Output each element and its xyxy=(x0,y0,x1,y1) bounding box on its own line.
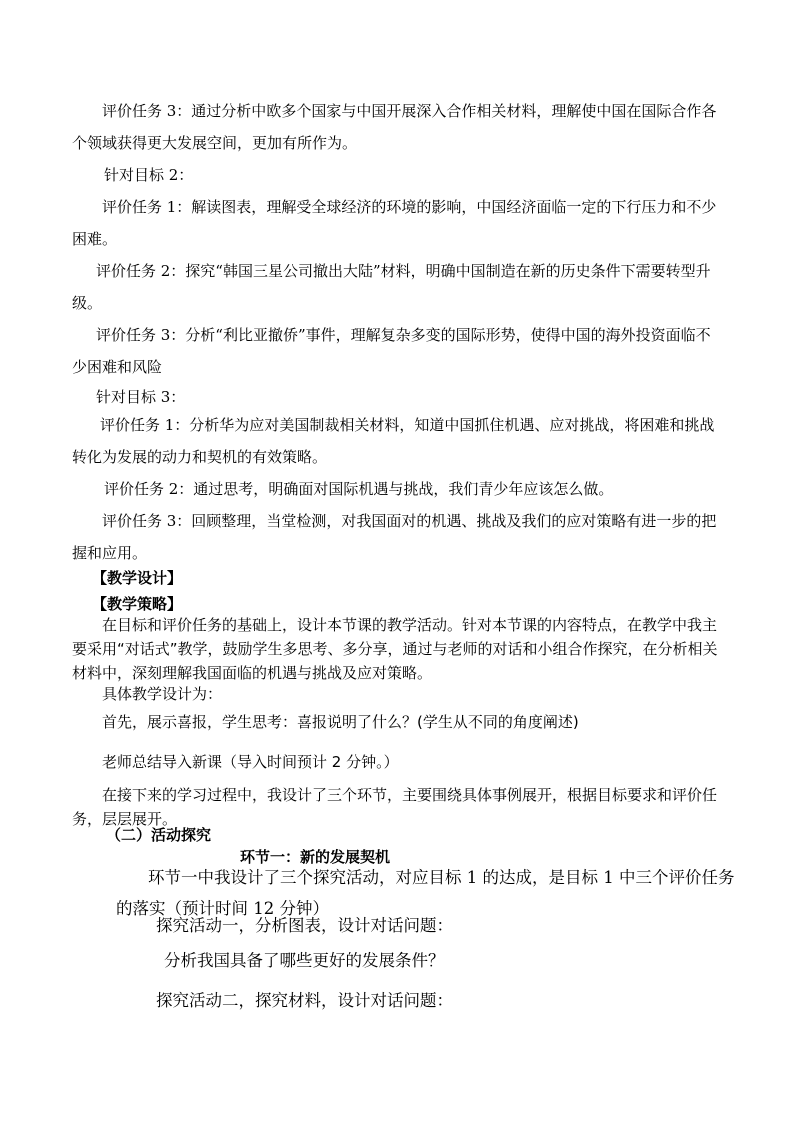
paragraph-eval-task-1-goal-3: 评价任务 1：分析华为应对美国制裁相关材料，知道中国抓住机遇、应对挑战，将困难和挑战转化为发展的动力和契机的有效策略。 xyxy=(72,416,715,466)
paragraph-eval-task-1-goal-2: 评价任务 1：解读图表，理解受全球经济的环境的影响，中国经济面临一定的下行压力和不少困难。 xyxy=(72,198,717,248)
paragraph-teaching-strategy: 在目标和评价任务的基础上，设计本节课的教学活动。针对本节课的内容特点，在教学中我主要采用“对话式”教学，鼓励学生多思考、多分享，通过与老师的对话和小组合作探究，在分析相关材料中，深刻理解我国面临的机遇与挑战及应对策略。 xyxy=(72,616,718,682)
paragraph-teacher-summary: 老师总结导入新课（导入时间预计 2 分钟。） xyxy=(102,753,399,771)
paragraph-section-one-intro: 环节一中我设计了三个探究活动，对应目标 1 的达成，是目标 1 中三个评价任务的落实（预计时间 12 分钟） xyxy=(116,868,735,918)
paragraph-specific-design: 具体教学设计为： xyxy=(102,685,223,703)
paragraph-eval-task-3-goal-3: 评价任务 3：回顾整理，当堂检测，对我国面对的机遇、挑战及我们的应对策略有进一步的把握和应用。 xyxy=(72,512,717,562)
heading-goal-3: 针对目标 3： xyxy=(96,388,186,406)
heading-teaching-strategy: 【教学策略】 xyxy=(92,595,183,613)
paragraph-learning-process: 在接下来的学习过程中，我设计了三个环节，主要围绕具体事例展开，根据目标要求和评价任务，层层展开。 xyxy=(72,786,718,828)
paragraph-eval-task-2-goal-2: 评价任务 2：探究“韩国三星公司撤出大陆”材料，明确中国制造在新的历史条件下需要转型升级。 xyxy=(72,262,711,312)
heading-section-one: 环节一：新的发展契机 xyxy=(240,848,391,866)
paragraph-eval-task-3-goal-2: 评价任务 3：分析“利比亚撤侨”事件，理解复杂多变的国际形势，使得中国的海外投资面临不少困难和风险 xyxy=(72,326,711,376)
paragraph-inquiry-activity-2: 探究活动二，探究材料，设计对话问题： xyxy=(156,991,453,1010)
paragraph-first-step: 首先，展示喜报，学生思考：喜报说明了什么？(学生从不同的角度阐述) xyxy=(102,713,579,731)
paragraph-question-development-conditions: 分析我国具备了哪些更好的发展条件？ xyxy=(164,951,445,970)
paragraph-eval-task-2-goal-3: 评价任务 2：通过思考，明确面对国际机遇与挑战，我们青少年应该怎么做。 xyxy=(104,480,614,498)
paragraph-eval-task-3-goal-1: 评价任务 3：通过分析中欧多个国家与中国开展深入合作相关材料，理解使中国在国际合作各个领域获得更大发展空间，更加有所作为。 xyxy=(72,102,717,152)
heading-teaching-design: 【教学设计】 xyxy=(92,569,183,587)
paragraph-inquiry-activity-1: 探究活动一，分析图表，设计对话问题： xyxy=(156,916,453,935)
heading-goal-2: 针对目标 2： xyxy=(104,166,194,184)
heading-activity-inquiry: （二）活动探究 xyxy=(106,826,212,844)
